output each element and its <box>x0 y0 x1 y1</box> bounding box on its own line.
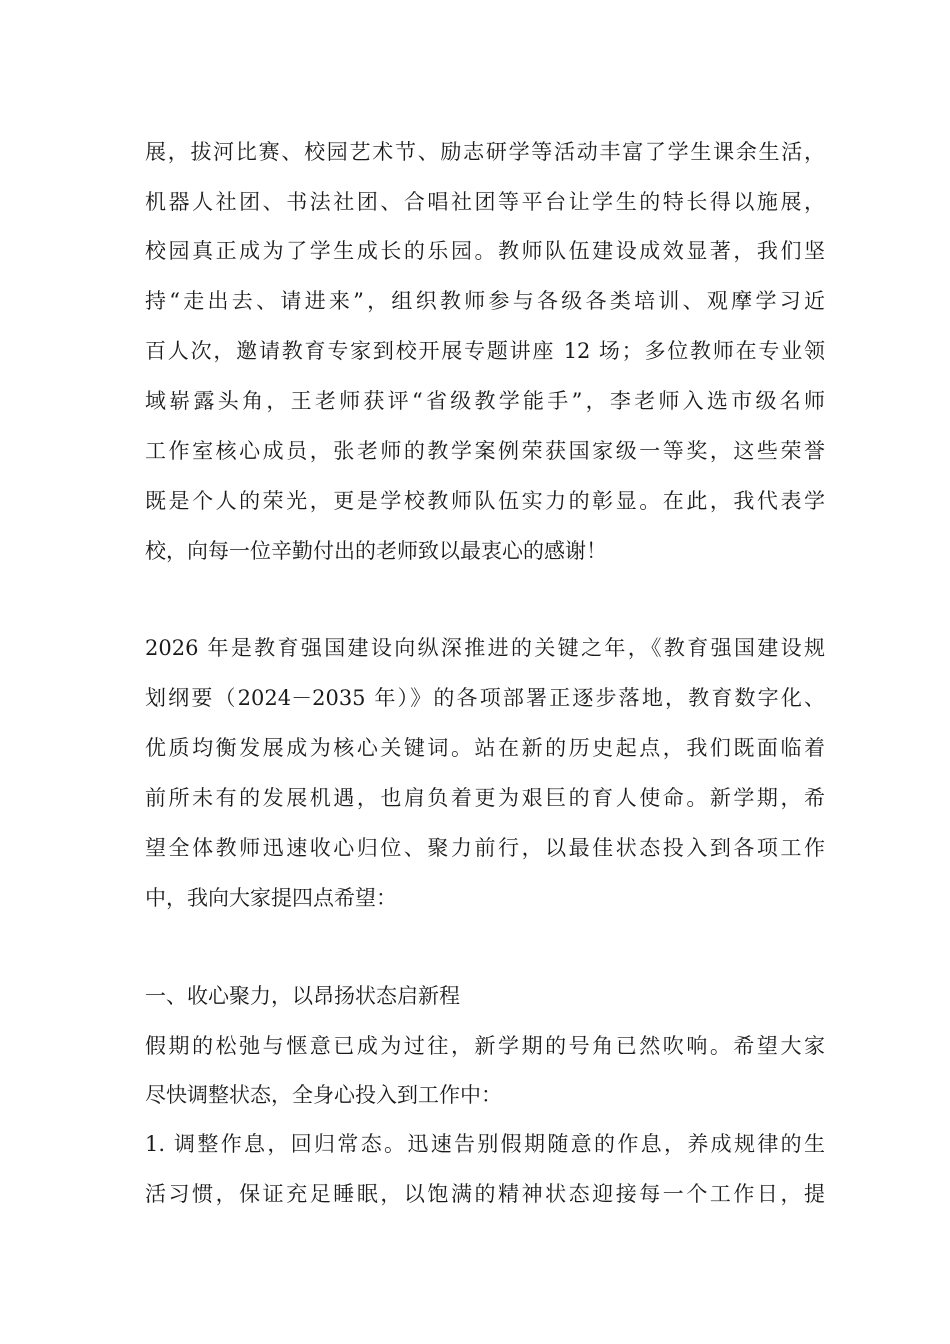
text-line: 优质均衡发展成为核心关键词。站在新的历史起点，我们既面临着 <box>145 736 825 760</box>
text-line: 校，向每一位辛勤付出的老师致以最衷心的感谢！ <box>145 539 607 563</box>
text-line: 前所未有的发展机遇，也肩负着更为艰巨的育人使命。新学期，希 <box>145 786 825 810</box>
list-item-line: 活习惯，保证充足睡眠，以饱满的精神状态迎接每一个工作日，提 <box>145 1182 825 1206</box>
text-line: 望全体教师迅速收心归位、聚力前行，以最佳状态投入到各项工作 <box>145 836 825 860</box>
text-line: 既是个人的荣光，更是学校教师队伍实力的彰显。在此，我代表学 <box>145 489 825 513</box>
text-line: 百人次，邀请教育专家到校开展专题讲座 12 场；多位教师在专业领 <box>145 339 825 363</box>
section-heading: 一、收心聚力，以昂扬状态启新程 <box>145 984 460 1008</box>
text-line: 工作室核心成员，张老师的教学案例荣获国家级一等奖，这些荣誉 <box>145 439 825 463</box>
text-line: 校园真正成为了学生成长的乐园。教师队伍建设成效显著，我们坚 <box>145 239 825 263</box>
text-line: 持“走出去、请进来”，组织教师参与各级各类培训、观摩学习近 <box>145 289 825 313</box>
text-line: 划纲要（2024－2035 年）》的各项部署正逐步落地，教育数字化、 <box>145 686 825 710</box>
text-line: 假期的松弛与惬意已成为过往，新学期的号角已然吹响。希望大家 <box>145 1034 825 1058</box>
list-item-line: 1. 调整作息，回归常态。迅速告别假期随意的作息，养成规律的生 <box>145 1132 825 1156</box>
text-line: 展，拔河比赛、校园艺术节、励志研学等活动丰富了学生课余生活， <box>145 140 825 164</box>
text-line: 尽快调整状态，全身心投入到工作中： <box>145 1083 502 1107</box>
text-line: 机器人社团、书法社团、合唱社团等平台让学生的特长得以施展， <box>145 190 825 214</box>
text-line: 中，我向大家提四点希望： <box>145 886 397 910</box>
text-line: 域崭露头角，王老师获评“省级教学能手”，李老师入选市级名师 <box>145 389 825 413</box>
text-line: 2026 年是教育强国建设向纵深推进的关键之年，《教育强国建设规 <box>145 636 825 660</box>
